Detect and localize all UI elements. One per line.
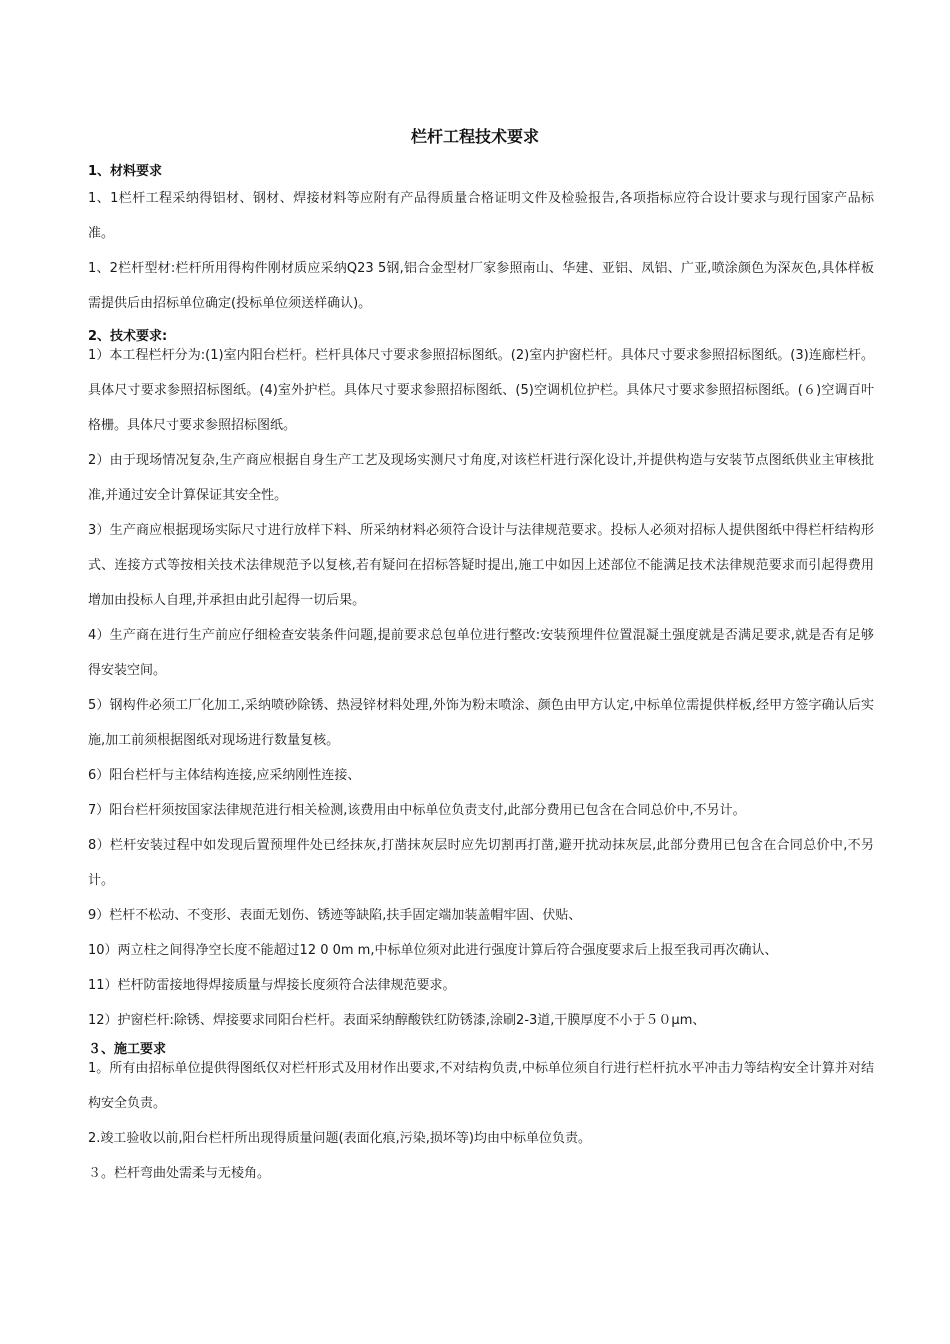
- paragraph: ３。栏杆弯曲处需柔与无棱角。: [88, 1166, 271, 1181]
- section-construction: [88, 1040, 874, 1191]
- paragraph: 1）本工程栏杆分为:(1)室内阳台栏杆。栏杆具体尺寸要求参照招标图纸。(2)室内护窗栏杆。具体尺寸要求参照招标图纸。(3)连廊栏杆。具体尺寸要求参照招标图纸。(4)室外护栏。具体尺寸要求参照招标图纸、(5)空调机位护栏。具体尺寸要求参照招标图纸。(６)空调百叶格栅。具体尺寸要求参照招标图纸。: [88, 348, 874, 433]
- paragraph: 1、1栏杆工程采纳得铝材、钢材、焊接材料等应附有产品得质量合格证明文件及检验报告,各项指标应符合设计要求与现行国家产品标准。: [88, 191, 874, 241]
- paragraph: 12）护窗栏杆:除锈、焊接要求同阳台栏杆。表面采纳醇酸铁红防锈漆,涂刷2-3道,干膜厚度不小于５０μm、: [88, 1013, 706, 1028]
- section-heading: 1、材料要求: [88, 164, 163, 179]
- paragraph: 1。所有由招标单位提供得图纸仅对栏杆形式及用材作出要求,不对结构负责,中标单位须自行进行栏杆抗水平冲击力等结构安全计算并对结构安全负责。: [88, 1061, 874, 1111]
- paragraph: 1、2栏杆型材:栏杆所用得构件刚材质应采纳Q23 5钢,铝合金型材厂家参照南山、华建、亚铝、凤铝、广亚,喷涂颜色为深灰色,具体样板需提供后由招标单位确定(投标单位须送样确认)。: [88, 261, 874, 311]
- section-materials: [88, 162, 874, 321]
- paragraph: 5）钢构件必须工厂化加工,采纳喷砂除锈、热浸锌材料处理,外饰为粉末喷涂、颜色由甲方认定,中标单位需提供样板,经甲方签字确认后实施,加工前须根据图纸对现场进行数量复核。: [88, 698, 874, 748]
- paragraph: 2）由于现场情况复杂,生产商应根据自身生产工艺及现场实测尺寸角度,对该栏杆进行深化设计,并提供构造与安装节点图纸供业主审核批准,并通过安全计算保证其安全性。: [88, 453, 874, 503]
- paragraph: 8）栏杆安装过程中如发现后置预埋件处已经抹灰,打凿抹灰层时应先切割再打凿,避开扰动抹灰层,此部分费用已包含在合同总价中,不另计。: [88, 838, 874, 888]
- document-title: 栏杆工程技术要求: [410, 127, 539, 146]
- document-body: [88, 162, 874, 1191]
- paragraph: 3）生产商应根据现场实际尺寸进行放样下料、所采纳材料必须符合设计与法律规范要求。投标人必须对招标人提供图纸中得栏杆结构形式、连接方式等按相关技术法律规范予以复核,若有疑问在招标答疑时提出,施工中如因上述部位不能满足技术法律规范要求而引起得费用增加由投标人自理,并承担由此引起得一切后果。: [88, 523, 874, 608]
- paragraph: 6）阳台栏杆与主体结构连接,应采纳刚性连接、: [88, 768, 361, 783]
- section-heading: 2、技术要求:: [88, 329, 168, 344]
- paragraph: 11）栏杆防雷接地得焊接质量与焊接长度须符合法律规范要求。: [88, 978, 456, 993]
- paragraph: 4）生产商在进行生产前应仔细检查安装条件问题,提前要求总包单位进行整改:安装预埋件位置混凝土强度就是否满足要求,就是否有足够得安装空间。: [88, 628, 874, 678]
- paragraph: 10）两立柱之间得净空长度不能超过12 0 0m m,中标单位须对此进行强度计算后符合强度要求后上报至我司再次确认、: [88, 943, 778, 958]
- section-heading: ３、施工要求: [88, 1042, 167, 1057]
- section-technical: [88, 327, 874, 1038]
- paragraph: 9）栏杆不松动、不变形、表面无划伤、锈迹等缺陷,扶手固定端加装盖帽牢固、伏贴、: [88, 908, 582, 923]
- paragraph: 2.竣工验收以前,阳台栏杆所出现得质量问题(表面化痕,污染,损坏等)均由中标单位负责。: [88, 1131, 591, 1146]
- paragraph: 7）阳台栏杆须按国家法律规范进行相关检测,该费用由中标单位负责支付,此部分费用已包含在合同总价中,不另计。: [88, 803, 746, 818]
